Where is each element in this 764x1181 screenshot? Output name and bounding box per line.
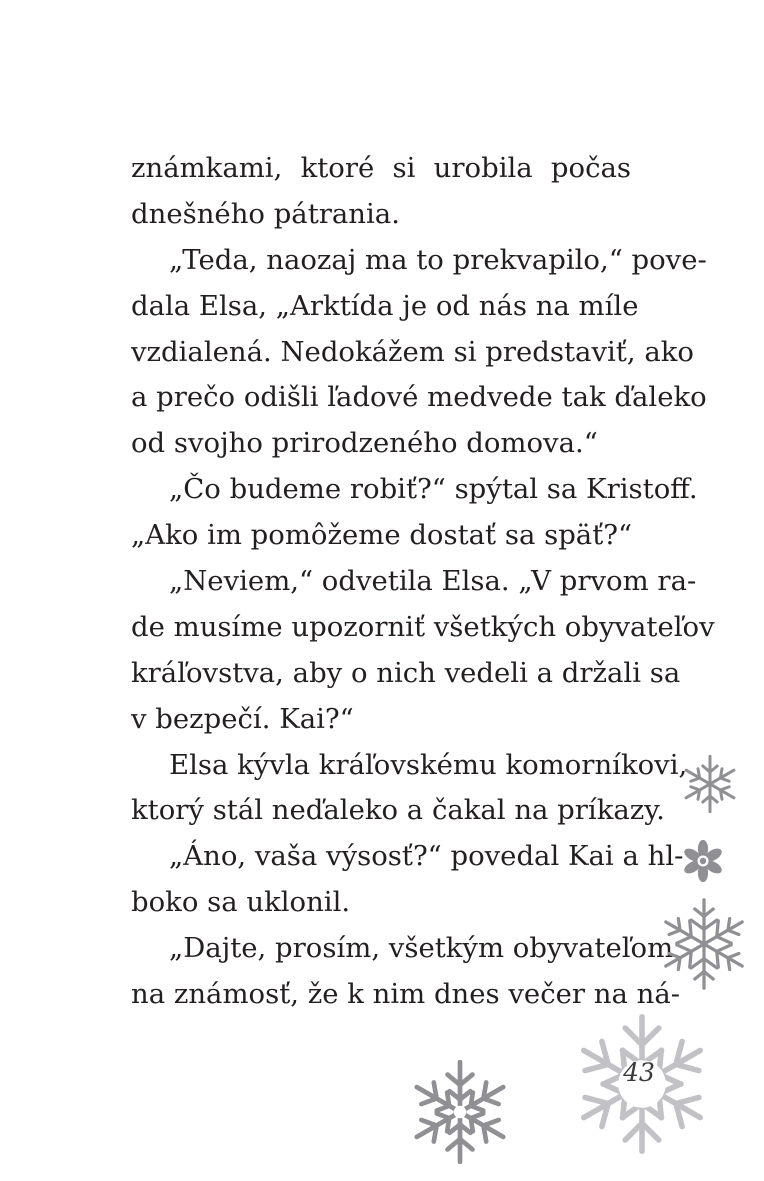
body-text (131, 146, 715, 1018)
text-line: „Áno, vaša výsosť?“ povedal Kai a hl- (169, 840, 684, 873)
text-line: kráľovstva, aby o nich vedeli a držali sa (131, 656, 681, 689)
text-line: Elsa kývla kráľovskému komorníkovi, (169, 748, 688, 781)
text-line: „Neviem,“ odvetila Elsa. „V prvom ra- (169, 565, 697, 598)
text-line: „Dajte, prosím, všetkým obyvateľom (169, 932, 674, 965)
snowflake-flower-icon (680, 838, 726, 884)
text-line: a prečo odišli ľadové medvede tak ďaleko (131, 381, 707, 414)
text-line: známkami, ktoré si urobila počas (131, 152, 631, 184)
text-line: „Čo budeme robiť?“ spýtal sa Kristoff. (169, 473, 698, 506)
snowflake-icon (680, 754, 740, 814)
text-line: dnešného pátrania. (131, 197, 400, 230)
text-line: „Teda, naozaj ma to prekvapilo,“ pove- (169, 243, 707, 276)
snowflake-icon (658, 898, 750, 990)
snowflake-icon (408, 1060, 512, 1164)
text-line: dala Elsa, „Arktída je od nás na míle (131, 289, 639, 322)
text-line: „Ako im pomôžeme dostať sa späť?“ (131, 519, 633, 552)
text-line: de musíme upozorniť všetkých obyvateľov (131, 610, 715, 643)
text-line: ktorý stál neďaleko a čakal na príkazy. (131, 794, 665, 827)
text-line: vzdialená. Nedokážem si predstaviť, ako (131, 335, 694, 368)
text-line: od svojho prirodzeného domova.“ (131, 427, 598, 460)
text-line: boko sa uklonil. (131, 886, 351, 919)
text-line: na známosť, že k nim dnes večer na ná- (131, 978, 681, 1011)
page-number: 43 (623, 1058, 655, 1087)
text-line: v bezpečí. Kai?“ (131, 702, 354, 735)
